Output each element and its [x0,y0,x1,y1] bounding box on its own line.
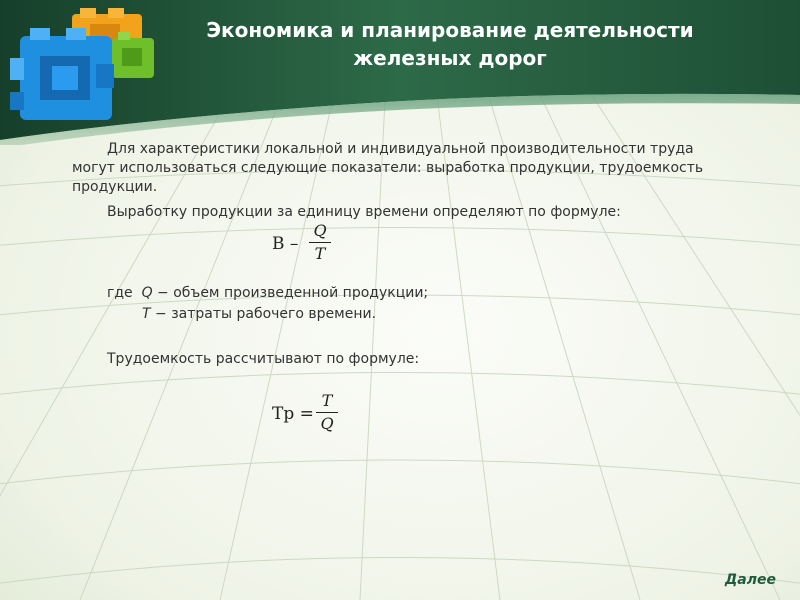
formula-output-numerator: Q [313,221,327,240]
def-t-var: T [142,306,151,322]
definition-q [107,285,428,301]
definition-t [142,306,376,322]
title-line-2: железных дорог [353,46,547,70]
fraction-bar [309,242,331,243]
formula-labor-numerator: T [321,391,333,410]
formula-output-denominator: T [314,244,326,263]
formula-output-fraction [309,222,331,263]
def-q-var: Q [141,285,153,301]
title-line-1: Экономика и планирование деятельности [206,18,694,42]
def-q-text: − объем произведенной продукции; [152,285,429,301]
next-link[interactable]: Далее [724,572,776,588]
where-prefix: где [107,285,133,301]
formula-output-lhs: В – [272,234,299,254]
paragraph-output-formula-intro: Выработку продукции за единицу времени определяют по формуле: [107,204,621,220]
paragraph-labor-intensity-intro: Трудоемкость рассчитывают по формуле: [107,351,420,367]
puzzle-cubes-logo [0,0,170,130]
formula-labor-denominator: Q [320,414,334,433]
slide-title [150,16,750,72]
formula-output [272,222,342,272]
paragraph-intro: Для характеристики локальной и индивидуальной производительности труда могут использоваться следующие показатели: выработка продукции, трудоемкость продукции. [72,141,704,195]
content-area [72,140,712,222]
formula-labor-intensity [272,392,352,442]
formula-labor-fraction [316,392,338,433]
fraction-bar [316,412,338,413]
formula-labor-lhs: Тр = [272,404,314,424]
def-t-text: − затраты рабочего времени. [150,306,377,322]
